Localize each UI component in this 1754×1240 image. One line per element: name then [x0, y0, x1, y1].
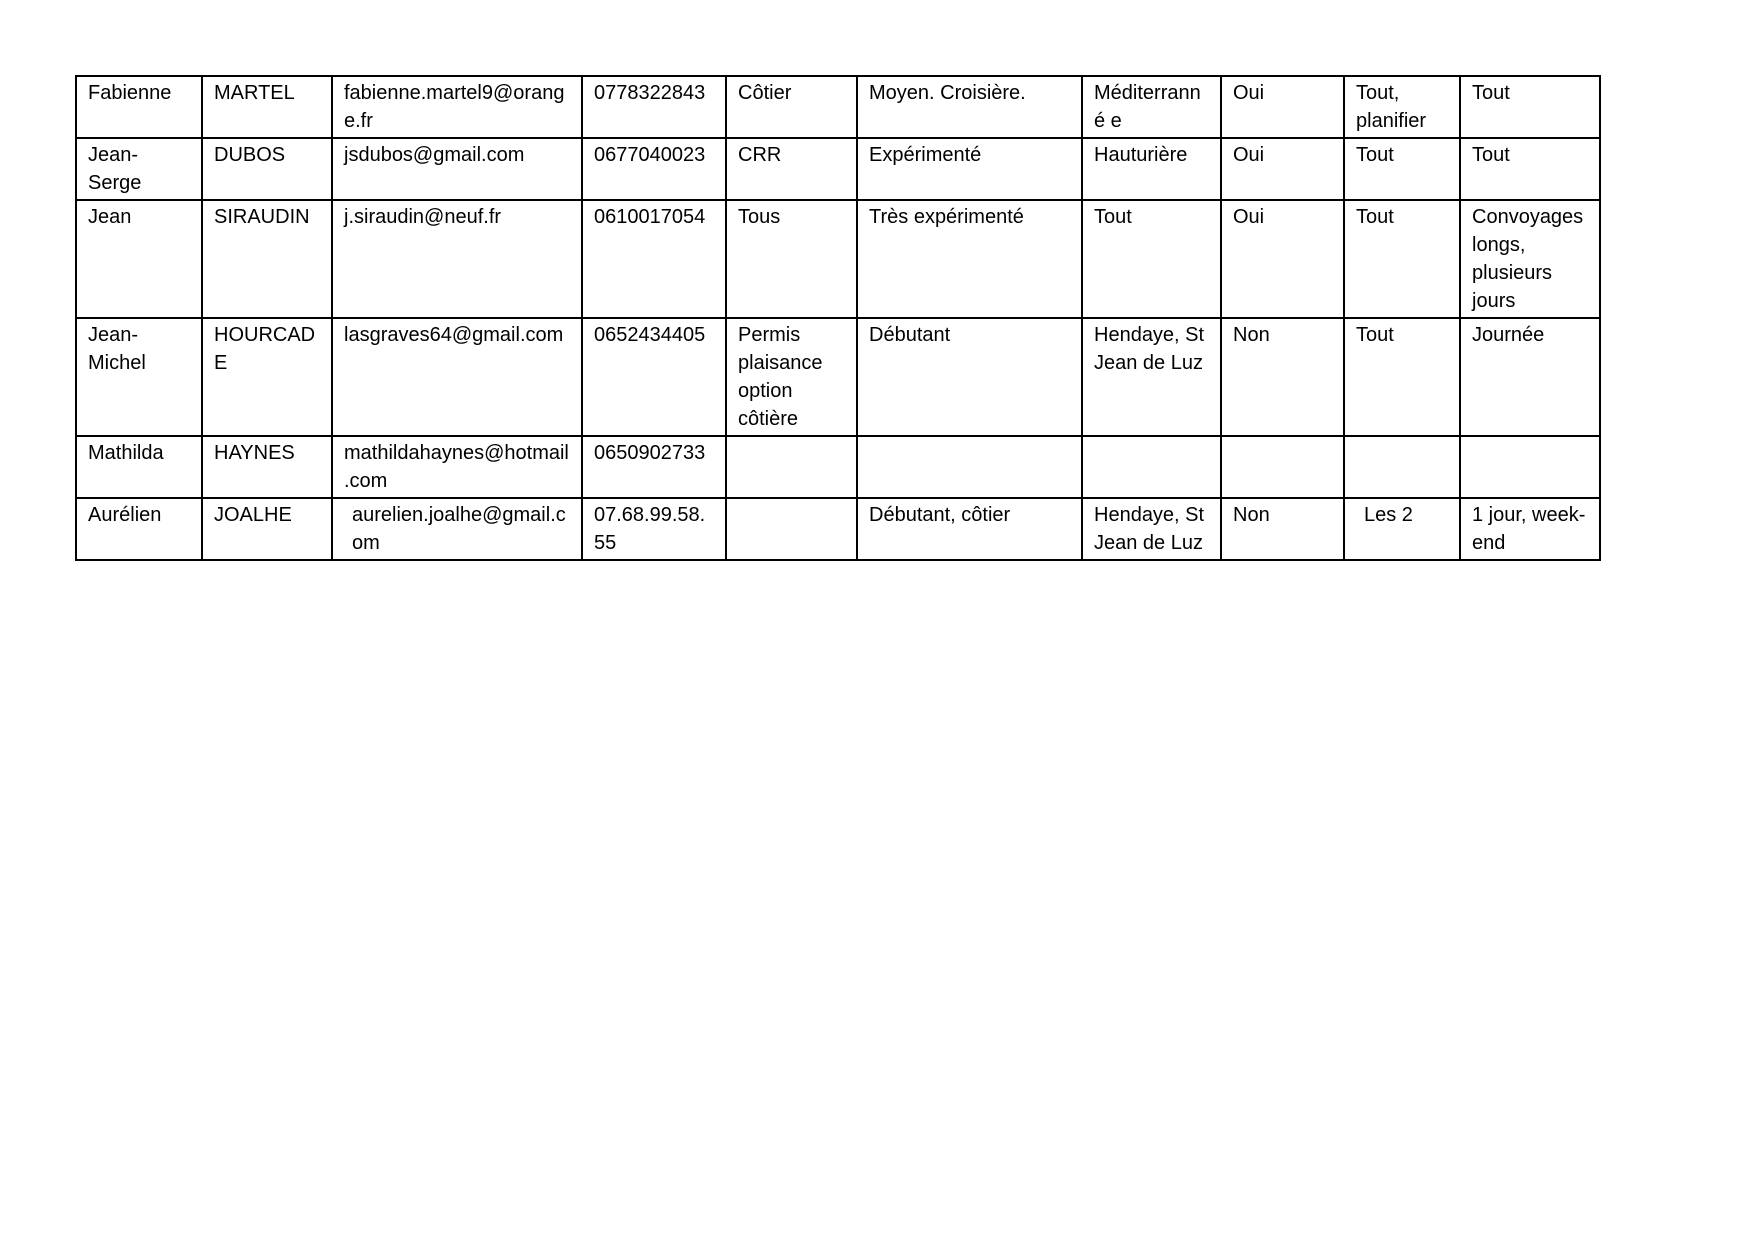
email-cell: fabienne.martel9@orange.fr: [332, 76, 582, 138]
first-name-cell: Jean-Michel: [76, 318, 202, 436]
table-row: [76, 318, 1600, 436]
contacts-table: [75, 75, 1601, 561]
permit-cell: Permis plaisance option côtière: [726, 318, 857, 436]
level-cell: Débutant: [857, 318, 1082, 436]
email-cell: lasgraves64@gmail.com: [332, 318, 582, 436]
email-cell: mathildahaynes@hotmail.com: [332, 436, 582, 498]
last-name-cell: DUBOS: [202, 138, 332, 200]
available-cell: Oui: [1221, 76, 1344, 138]
duration-cell: Convoyages longs, plusieurs jours: [1460, 200, 1600, 318]
available-cell: Non: [1221, 498, 1344, 560]
zone-cell: [1082, 436, 1221, 498]
dates-cell: Tout: [1344, 138, 1460, 200]
table-row: [76, 76, 1600, 138]
available-cell: Non: [1221, 318, 1344, 436]
dates-cell: Les 2: [1344, 498, 1460, 560]
zone-cell: Hauturière: [1082, 138, 1221, 200]
level-cell: Moyen. Croisière.: [857, 76, 1082, 138]
available-cell: Oui: [1221, 138, 1344, 200]
last-name-cell: HAYNES: [202, 436, 332, 498]
phone-cell: 0650902733: [582, 436, 726, 498]
duration-cell: Tout: [1460, 76, 1600, 138]
email-cell: jsdubos@gmail.com: [332, 138, 582, 200]
level-cell: [857, 436, 1082, 498]
zone-cell: Hendaye, St Jean de Luz: [1082, 318, 1221, 436]
duration-cell: Journée: [1460, 318, 1600, 436]
permit-cell: CRR: [726, 138, 857, 200]
first-name-cell: Aurélien: [76, 498, 202, 560]
zone-cell: Hendaye, St Jean de Luz: [1082, 498, 1221, 560]
phone-cell: 0677040023: [582, 138, 726, 200]
first-name-cell: Mathilda: [76, 436, 202, 498]
dates-cell: Tout: [1344, 200, 1460, 318]
level-cell: Expérimenté: [857, 138, 1082, 200]
available-cell: [1221, 436, 1344, 498]
phone-cell: 07.68.99.58.55: [582, 498, 726, 560]
permit-cell: Tous: [726, 200, 857, 318]
phone-cell: 0778322843: [582, 76, 726, 138]
last-name-cell: HOURCADE: [202, 318, 332, 436]
duration-cell: [1460, 436, 1600, 498]
email-cell: aurelien.joalhe@gmail.com: [332, 498, 582, 560]
zone-cell: Tout: [1082, 200, 1221, 318]
dates-cell: [1344, 436, 1460, 498]
last-name-cell: JOALHE: [202, 498, 332, 560]
permit-cell: Côtier: [726, 76, 857, 138]
level-cell: Très expérimenté: [857, 200, 1082, 318]
phone-cell: 0610017054: [582, 200, 726, 318]
email-cell: j.siraudin@neuf.fr: [332, 200, 582, 318]
last-name-cell: MARTEL: [202, 76, 332, 138]
table-row: [76, 436, 1600, 498]
table-row: [76, 138, 1600, 200]
table-row: [76, 200, 1600, 318]
phone-cell: 0652434405: [582, 318, 726, 436]
permit-cell: [726, 498, 857, 560]
first-name-cell: Jean-Serge: [76, 138, 202, 200]
available-cell: Oui: [1221, 200, 1344, 318]
permit-cell: [726, 436, 857, 498]
duration-cell: Tout: [1460, 138, 1600, 200]
table-row: [76, 498, 1600, 560]
dates-cell: Tout: [1344, 318, 1460, 436]
level-cell: Débutant, côtier: [857, 498, 1082, 560]
duration-cell: 1 jour, week-end: [1460, 498, 1600, 560]
first-name-cell: Jean: [76, 200, 202, 318]
first-name-cell: Fabienne: [76, 76, 202, 138]
last-name-cell: SIRAUDIN: [202, 200, 332, 318]
dates-cell: Tout, planifier: [1344, 76, 1460, 138]
zone-cell: Méditerranné e: [1082, 76, 1221, 138]
